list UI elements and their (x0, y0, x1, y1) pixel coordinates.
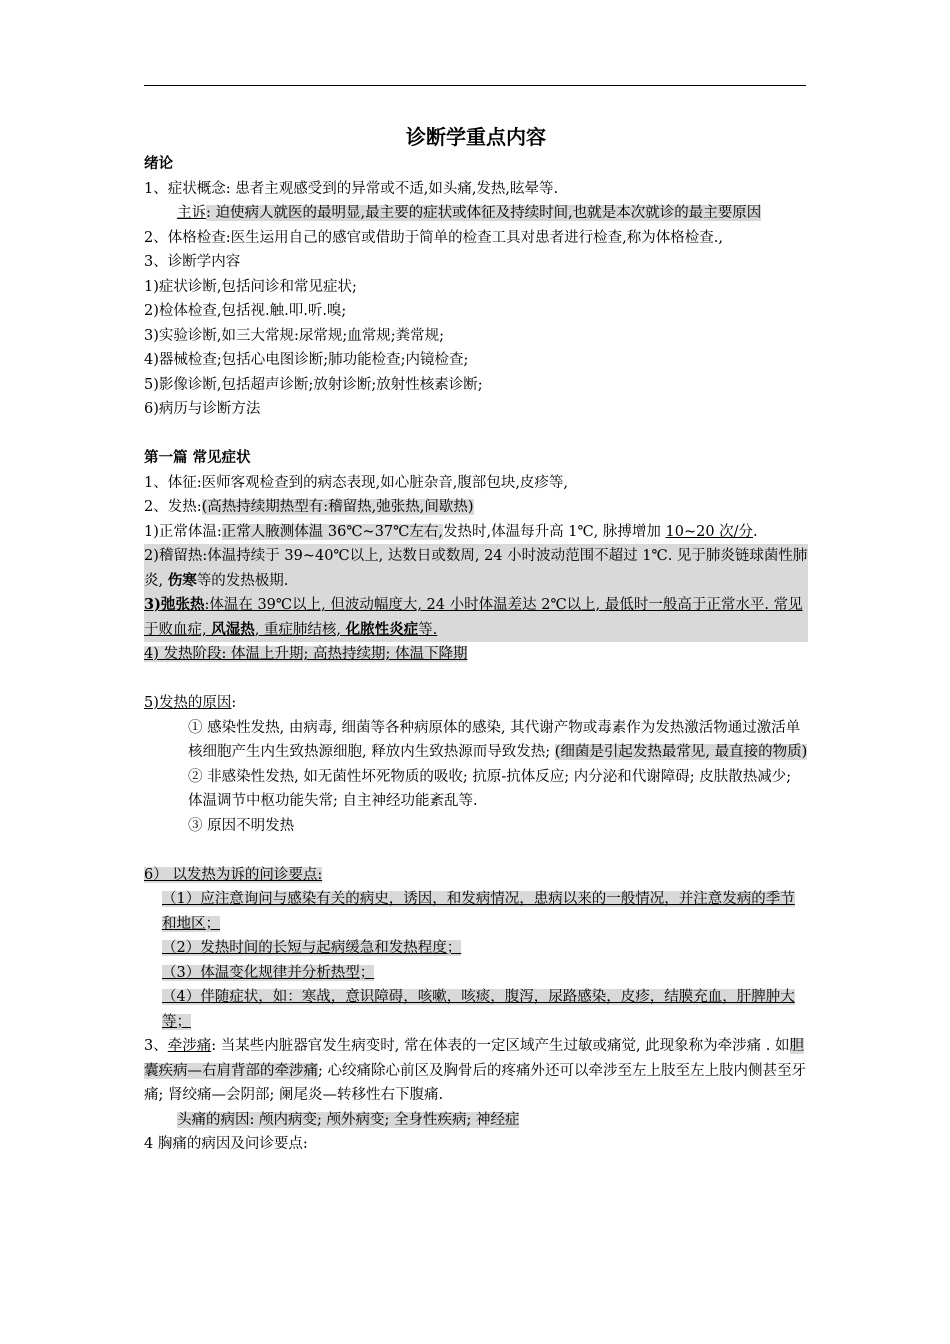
list-item: 5)影像诊断,包括超声诊断;放射诊断;放射性核素诊断; (144, 376, 483, 393)
header-rule (144, 85, 806, 86)
chief-complaint-label: 主诉 (177, 205, 206, 221)
remittent-fever-label: 3)弛张热 (144, 596, 205, 613)
fever-causes-heading (144, 691, 808, 716)
continuous-fever-text: 2)稽留热:体温持续于 39~40℃以上, 达数日或数周, 24 小时波动范围不超过 1℃. 见于肺炎链球菌性肺炎, (144, 548, 808, 589)
normal-temp-rest: 发热时,体温每升高 1℃, 脉搏增加 (443, 523, 666, 540)
section-heading-intro: 绪论 (144, 155, 173, 172)
inquiry-item-text: （3）体温变化规律并分析热型； (162, 964, 375, 981)
normal-temp-range: 正常人腋测体温 36℃~37℃左右, (221, 523, 443, 540)
inquiry-item (144, 936, 808, 961)
continuous-fever-end: 等的发热极期. (196, 572, 289, 589)
referred-pain-text: : 当某些内脏器官发生病变时, 常在体表的一定区域产生过敏或痛觉, 此现象称为牵涉痛 . 如 (211, 1038, 790, 1054)
gallbladder-example: 胆囊疾病—右肩背部的牵涉痛 (144, 1038, 804, 1079)
infectious-fever (144, 716, 808, 765)
sign-definition: 1、体征:医师客观检查到的病态表现,如心脏杂音,腹部包块,皮疹等, (144, 474, 569, 491)
inquiry-item-text: （4）伴随症状，如：寒战，意识障碍，咳嗽，咳痰，腹泻，尿路感染，皮疹，结膜充血，肝脾肿大等； (162, 989, 795, 1030)
spacer (144, 667, 808, 692)
fever-stages (144, 642, 808, 667)
chest-pain-heading: 4 胸痛的病因及问诊要点: (144, 1136, 308, 1152)
referred-pain-label: 牵涉痛 (167, 1038, 212, 1054)
inquiry-item-text: （1）应注意询问与感染有关的病史，诱因，和发病情况，患病以来的一般情况，并注意发病的季节和地区； (162, 891, 795, 932)
document-body (144, 122, 808, 1157)
normal-temperature (144, 520, 808, 545)
fever-causes-colon: : (231, 695, 237, 711)
inquiry-heading-text: 6） 以发热为诉的问诊要点: (144, 866, 323, 883)
fever-prefix: 2、发热: (144, 499, 202, 515)
list-item: 3)实验诊断,如三大常规:尿常规;血常规;粪常规; (144, 327, 445, 344)
fever-types-note: (高热持续期热型有:稽留热,弛张热,间歇热) (201, 499, 474, 515)
remittent-fever-text: :体温在 39℃以上, 但波动幅度大, 24 小时体温差达 2℃以上, 最低时一般高于正常水平. 常见于败血症, (144, 597, 803, 638)
section-heading-part1: 第一篇 常见症状 (144, 449, 251, 466)
typhoid-term: 伤寒 (167, 571, 197, 589)
spacer (144, 838, 808, 863)
referred-pain-prefix: 3、 (144, 1038, 168, 1054)
diagnostics-contents-heading: 3、诊断学内容 (144, 254, 241, 270)
remittent-fever (144, 593, 808, 642)
remittent-fever-mid: , 重症肺结核, (254, 621, 346, 638)
referred-pain (144, 1034, 808, 1108)
normal-temp-prefix: 1)正常体温: (144, 523, 222, 540)
continuous-fever (144, 544, 808, 593)
referred-pain-rest: ; 心绞痛除心前区及胸骨后的疼痛外还可以牵涉至左上肢至左上肢内侧甚至牙痛; 肾绞痛—会阴部; 阑尾炎—转移性右下腹痛. (144, 1062, 806, 1103)
infectious-fever-text: ① 感染性发热, 由病毒, 细菌等各种病原体的感染, 其代谢产物或毒素作为发热激活物通过激活单核细胞产生内生致热源细胞, 释放内生致热源而导致发热; (188, 719, 801, 760)
list-item: 2)检体检查,包括视.触.叩.听.嗅; (144, 303, 347, 319)
remittent-fever-end: 等. (418, 621, 438, 638)
list-item: 1)症状诊断,包括问诊和常见症状; (144, 278, 357, 295)
physical-exam-definition: 2、体格检查:医生运用自己的感官或借助于简单的检查工具对患者进行检查,称为体格检查., (144, 229, 723, 246)
symptom-definition: 1、症状概念: 患者主观感受到的异常或不适,如头痛,发热,眩晕等. (144, 180, 559, 197)
inquiry-heading (144, 863, 808, 888)
list-item: 6)病历与诊断方法 (144, 401, 261, 417)
fever-definition (144, 495, 808, 520)
unknown-fever: ③ 原因不明发热 (188, 817, 295, 834)
inquiry-item (144, 887, 808, 936)
pulse-increase: 10~20 次/分 (665, 523, 754, 540)
bacteria-note: (细菌是引起发热最常见, 最直接的物质) (554, 744, 808, 760)
inquiry-item (144, 961, 808, 986)
suppurative-term: 化脓性炎症 (345, 620, 419, 638)
headache-causes (144, 1108, 808, 1133)
spacer (144, 422, 808, 447)
headache-causes-text: 头痛的病因: 颅内病变; 颅外病变; 全身性疾病; 神经症 (177, 1111, 520, 1128)
chief-complaint-text: : 迫使病人就医的最明显,最主要的症状或体征及持续时间,也就是本次就诊的最主要原因 (206, 205, 762, 221)
inquiry-item-text: （2）发热时间的长短与起病缓急和发热程度； (162, 940, 462, 956)
fever-causes-title: 5)发热的原因 (144, 695, 232, 711)
rheumatic-fever-term: 风湿热 (211, 620, 255, 638)
noninfectious-fever: ② 非感染性发热, 如无菌性坏死物质的吸收; 抗原-抗体反应; 内分泌和代谢障碍; 皮肤散热减少; 体温调节中枢功能失常; 自主神经功能紊乱等. (188, 768, 792, 809)
normal-temp-end: . (753, 523, 758, 540)
fever-stages-text: 4) 发热阶段: 体温上升期; 高热持续期; 体温下降期 (144, 646, 468, 662)
document-title: 诊断学重点内容 (406, 125, 546, 149)
chief-complaint-definition (144, 201, 808, 226)
list-item: 4)器械检查;包括心电图诊断;肺功能检查;内镜检查; (144, 352, 469, 368)
inquiry-item (144, 985, 808, 1034)
